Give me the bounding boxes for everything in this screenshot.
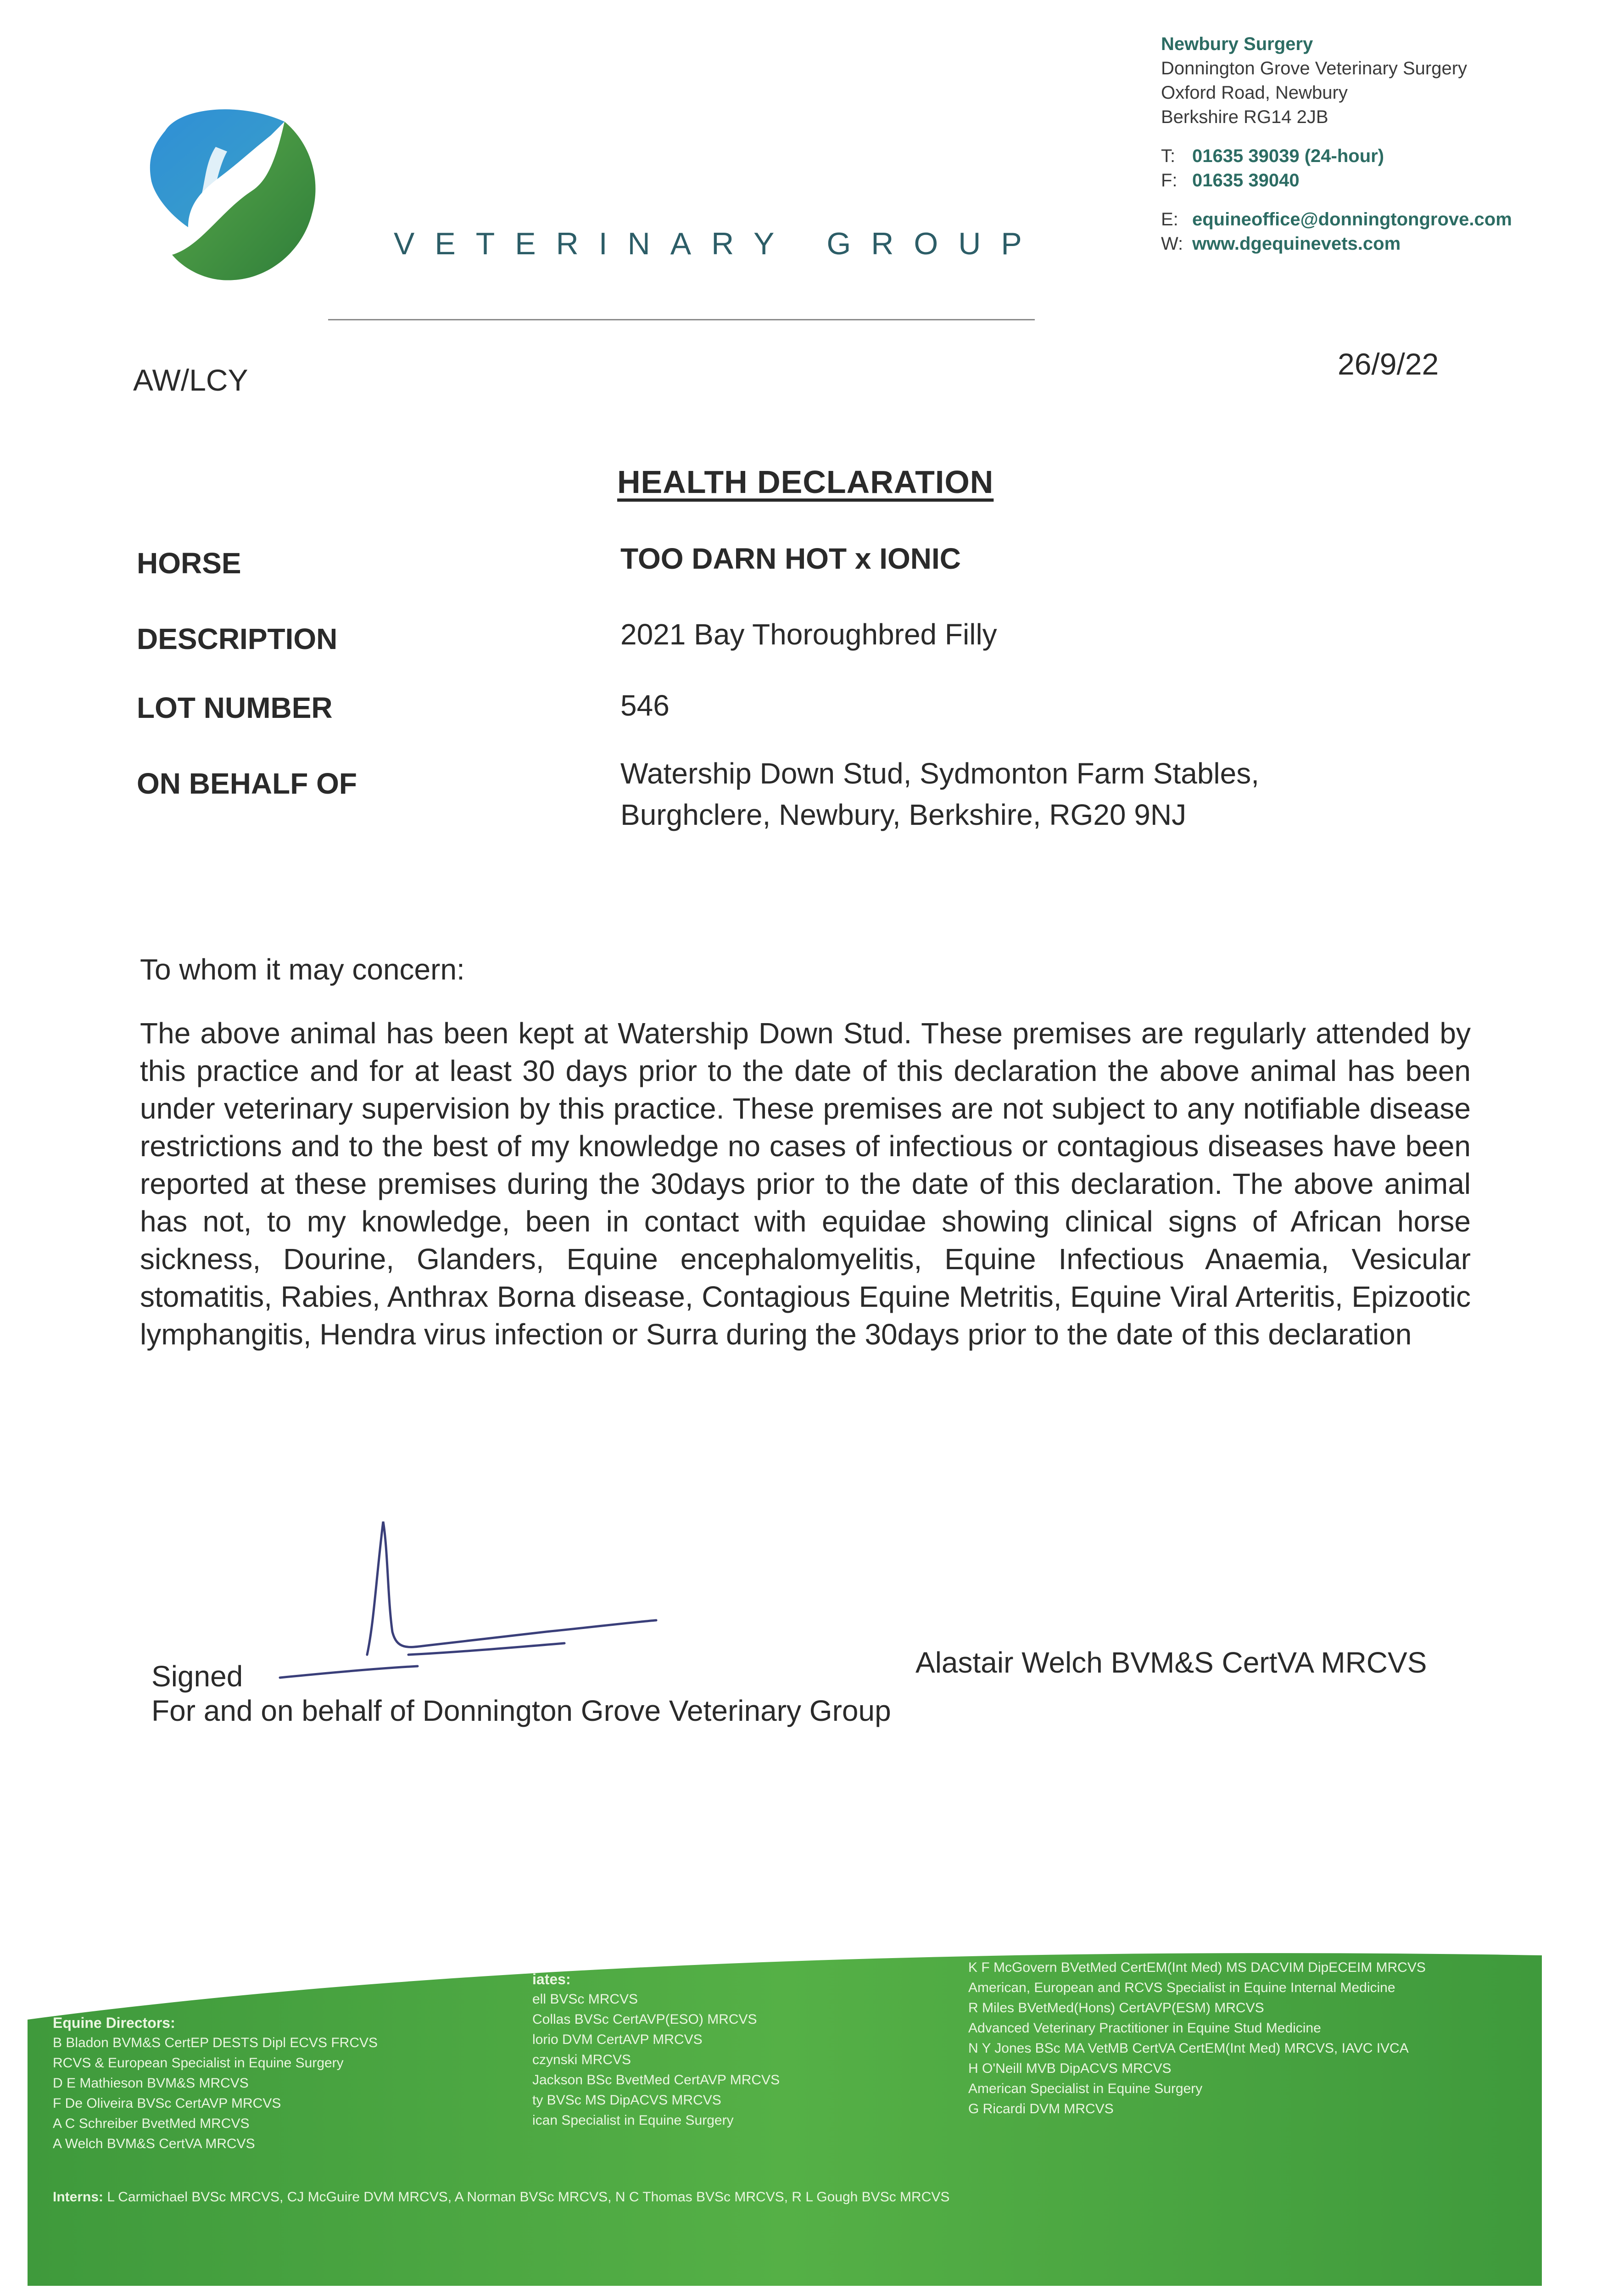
field-value-horse: TOO DARN HOT x IONIC [620, 542, 961, 575]
director-entry: A Welch BVM&S CertVA MRCVS [53, 2136, 255, 2151]
directors-heading: Equine Directors: [53, 2015, 175, 2031]
email-link[interactable]: equineoffice@donningtongrove.com [1192, 209, 1512, 230]
associate-entry: Collas BVSc CertAVP(ESO) MRCVS [532, 2012, 757, 2027]
associate-entry: ty BVSc MS DipACVS MRCVS [532, 2093, 721, 2108]
field-value-on-behalf-of [620, 753, 1259, 835]
field-label-description: DESCRIPTION [137, 622, 338, 655]
director-entry: B Bladon BVM&S CertEP DESTS Dipl ECVS FRCVS [53, 2035, 378, 2050]
director-entry: F De Oliveira BVSc CertAVP MRCVS [53, 2096, 281, 2111]
group-name [394, 226, 1042, 262]
header-divider [328, 319, 1035, 320]
logo-horse-head [147, 103, 321, 282]
specialist-entry: N Y Jones BSc MA VetMB CertVA CertEM(Int Med) MRCVS, IAVC IVCA [968, 2041, 1409, 2056]
address-line: Oxford Road, Newbury [1161, 83, 1348, 103]
email-label: E: [1161, 209, 1178, 230]
group-name-part-1: VETERINARY [394, 226, 795, 261]
web-label: W: [1161, 234, 1183, 254]
email-row [1161, 207, 1512, 232]
associate-entry: Jackson BSc BvetMed CertAVP MRCVS [532, 2072, 780, 2088]
interns-list: L Carmichael BVSc MRCVS, CJ McGuire DVM MRCVS, A Norman BVSc MRCVS, N C Thomas BVSc MRCVS, R L Gough BVSc MRCVS [107, 2189, 950, 2205]
greeting: To whom it may concern: [140, 953, 465, 986]
director-entry: D E Mathieson BVM&S MRCVS [53, 2076, 249, 2091]
reference: AW/LCY [133, 363, 248, 397]
interns-line [53, 2187, 949, 2207]
director-entry: RCVS & European Specialist in Equine Surgery [53, 2055, 344, 2071]
surgery-name: Newbury Surgery [1161, 34, 1313, 54]
letter-date: 26/9/22 [1338, 347, 1439, 381]
fax-row [1161, 168, 1512, 193]
group-name-part-2: GROUP [826, 226, 1042, 261]
phone-row [1161, 144, 1512, 168]
field-label-lot-number: LOT NUMBER [137, 691, 333, 724]
specialist-entry: American, European and RCVS Specialist in Equine Internal Medicine [968, 1980, 1395, 1995]
specialist-entry: Advanced Veterinary Practitioner in Equine Stud Medicine [968, 2021, 1321, 2036]
signed-label: Signed [151, 1660, 243, 1693]
director-entry: A C Schreiber BvetMed MRCVS [53, 2116, 250, 2131]
associates-list [532, 1969, 780, 2131]
phone-number: 01635 39039 (24-hour) [1192, 146, 1384, 166]
specialists-list [968, 1958, 1426, 2119]
fax-label: F: [1161, 170, 1178, 190]
specialist-entry: American Specialist in Equine Surgery [968, 2081, 1203, 2096]
associate-entry: ican Specialist in Equine Surgery [532, 2113, 734, 2128]
address-line: Donnington Grove Veterinary Surgery [1161, 58, 1468, 78]
fax-number: 01635 39040 [1192, 170, 1300, 190]
address-line-1: Watership Down Stud, Sydmonton Farm Stables, [620, 757, 1259, 790]
associates-heading: iates: [532, 1971, 571, 1987]
interns-heading: Interns: [53, 2189, 104, 2205]
specialist-entry: G Ricardi DVM MRCVS [968, 2101, 1114, 2116]
address-line: Berkshire RG14 2JB [1161, 107, 1328, 127]
contact-block [1161, 32, 1512, 256]
associate-entry: ell BVSc MRCVS [532, 1992, 638, 2007]
specialist-entry: H O'Neill MVB DipACVS MRCVS [968, 2061, 1172, 2076]
field-label-on-behalf-of: ON BEHALF OF [137, 767, 357, 800]
field-label-horse: HORSE [137, 547, 241, 580]
specialist-entry: R Miles BVetMed(Hons) CertAVP(ESM) MRCVS [968, 2000, 1264, 2015]
directors-list [53, 2013, 378, 2154]
field-value-description: 2021 Bay Thoroughbred Filly [620, 618, 997, 651]
handwritten-signature [271, 1508, 684, 1691]
declaration-body: The above animal has been kept at Watership Down Stud. These premises are regularly attended by this practice and for at least 30 days prior to the date of this declaration the above animal has been under veterinary supervision by this practice. These premises are not subject to any notifiable disease restrictions and to the best of my knowledge no cases of infectious or contagious diseases have been reported at these premises during the 30days prior to the date of this declaration. The above animal has not, to my knowledge, been in contact with equidae showing clinical signs of African horse sickness, Dourine, Glanders, Equine encephalomyelitis, Equine Infectious Anaemia, Vesicular stomatitis, Rabies, Anthrax Borna disease, Contagious Equine Metritis, Equine Viral Arteritis, Epizootic lymphangitis, Hendra virus infection or Surra during the 30days prior to the date of this declaration [140, 1017, 1471, 1351]
behalf-line: For and on behalf of Donnington Grove Veterinary Group [151, 1694, 891, 1727]
address-line-2: Burghclere, Newbury, Berkshire, RG20 9NJ [620, 798, 1187, 831]
document-title: HEALTH DECLARATION [617, 464, 994, 500]
phone-label: T: [1161, 146, 1176, 166]
associate-entry: lorio DVM CertAVP MRCVS [532, 2032, 703, 2047]
web-row [1161, 232, 1512, 256]
web-link[interactable]: www.dgequinevets.com [1192, 234, 1401, 254]
signer-name: Alastair Welch BVM&S CertVA MRCVS [915, 1646, 1427, 1679]
specialist-entry: K F McGovern BVetMed CertEM(Int Med) MS DACVIM DipECEIM MRCVS [968, 1960, 1426, 1975]
associate-entry: czynski MRCVS [532, 2052, 631, 2067]
field-value-lot-number: 546 [620, 689, 670, 722]
